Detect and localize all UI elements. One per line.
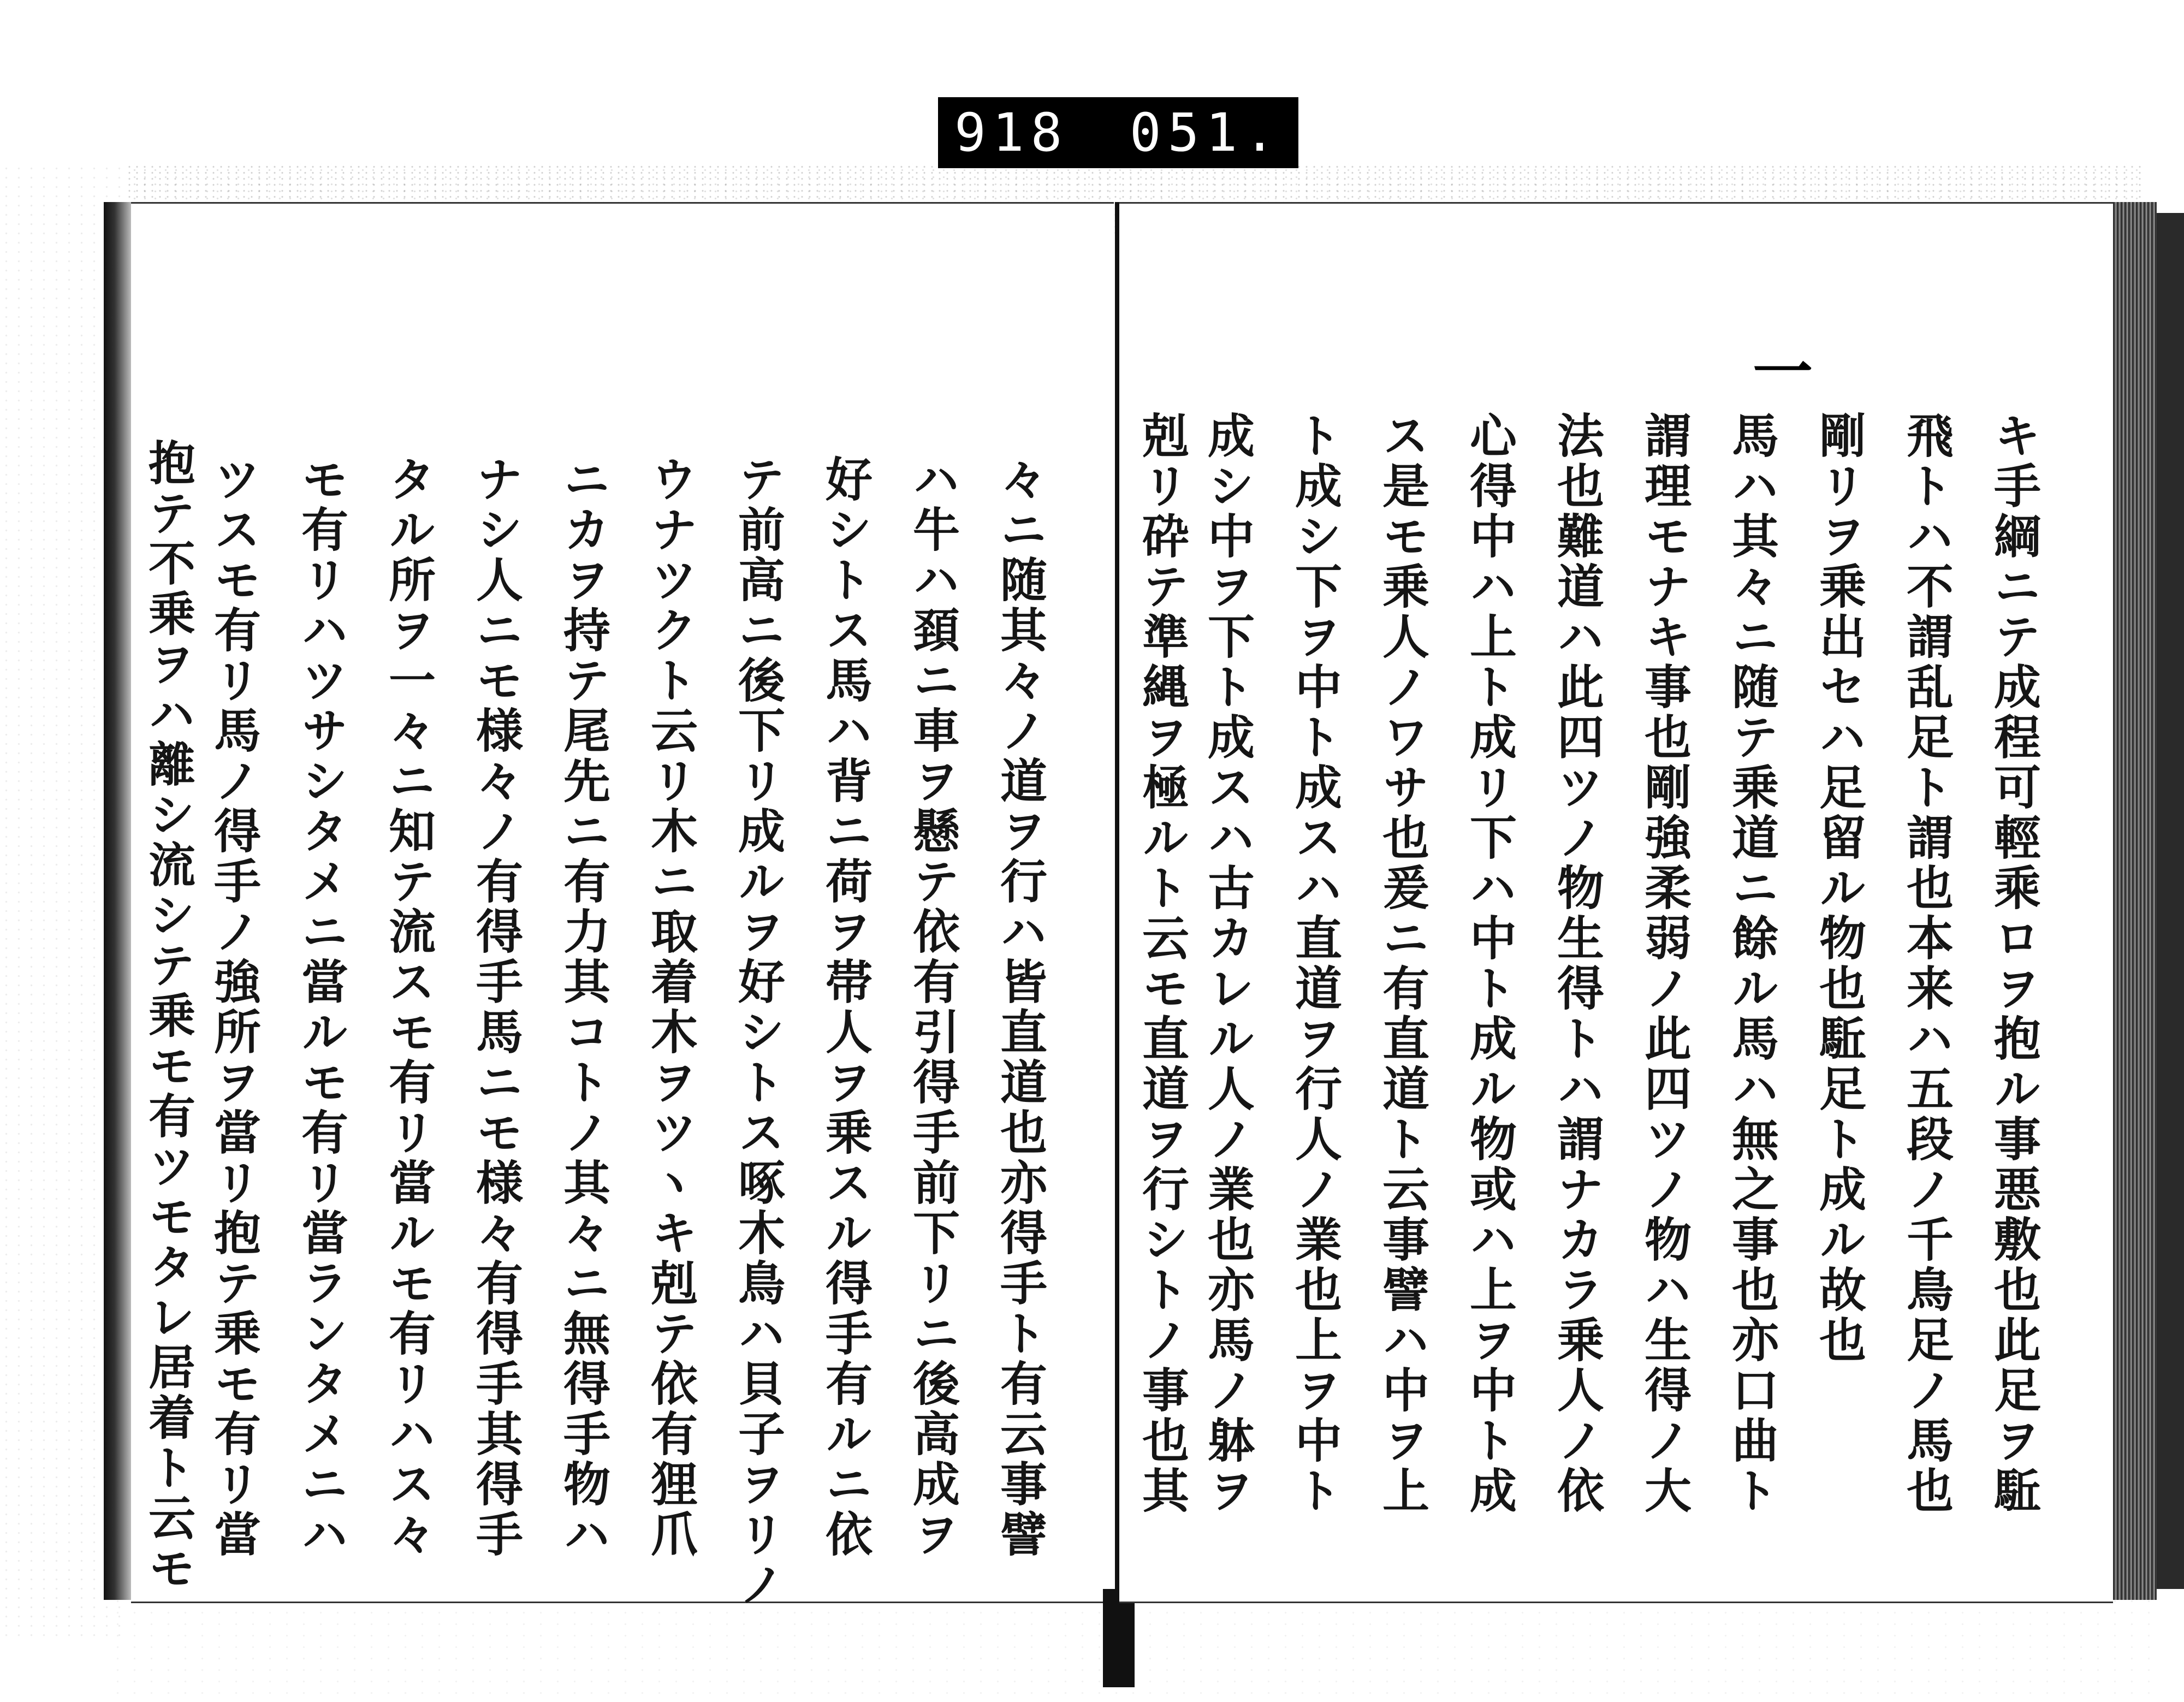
left-cover-edge xyxy=(104,202,131,1600)
left-column-2: ハ牛ハ頚ニ車ヲ懸テ依有引得手前下リニ後高成ヲ xyxy=(905,455,960,1560)
open-book xyxy=(104,202,2157,1610)
right-column-11: 剋リ砕テ準縄ヲ極ルト云モ直道ヲ行シトノ事也其 xyxy=(1134,411,1189,1516)
left-page xyxy=(131,202,1114,1610)
right-page xyxy=(1119,202,2113,1603)
right-page-edges xyxy=(2113,202,2157,1600)
left-column-11: 抱テ不乗ヲハ離シ流シテ乗モ有ツモタレ居着ト云モ xyxy=(140,438,195,1594)
right-column-8: ス是モ乗人ノワサ也爰ニ有直道ト云事譬ハ中ヲ上 xyxy=(1374,411,1429,1516)
left-column-7: ナシ人ニモ様々ノ有得手馬ニモ様々有得手其得手 xyxy=(468,455,523,1560)
right-column-5: 謂理モナキ事也剛強柔弱ノ此四ツノ物ハ生得ノ大 xyxy=(1636,411,1692,1516)
right-column-4: 馬ハ其々ニ随テ乗道ニ餘ル馬ハ無之事也亦口曲ト xyxy=(1724,411,1779,1516)
left-column-6: ニカヲ持テ尾先ニ有力其コトノ其々ニ無得手物ハ xyxy=(555,455,610,1560)
left-column-3: 好シトス馬ハ背ニ荷ヲ帯人ヲ乗スル得手有ルニ依 xyxy=(817,455,873,1560)
right-column-10: 成シ中ヲ下ト成スハ古カレル人ノ業也亦馬ノ躰ヲ xyxy=(1200,411,1255,1516)
right-column-3: 剛リヲ乗出セハ足留ル物也駈足ト成ル故也 xyxy=(1811,411,1866,1366)
item-marker: 一 xyxy=(1743,340,1813,400)
frame-number-right: 051. xyxy=(1129,102,1282,163)
right-column-6: 法也難道ハ此四ツノ物生得トハ謂ナカラ乗人ノ依 xyxy=(1549,411,1604,1516)
left-column-9: モ有リハツサシタメニ當ルモ有リ當ランタメニハ xyxy=(293,455,348,1560)
right-column-1: キ手綱ニテ成程可輕乘ロヲ抱ル事悪敷也此足ヲ駈 xyxy=(1986,411,2041,1516)
left-column-5: ウナツクト云リ木ニ取着木ヲツヽキ剋テ依有狸爪 xyxy=(643,455,698,1560)
right-column-2: 飛トハ不謂乱足ト謂也本来ハ五段ノ千鳥足ノ馬也 xyxy=(1898,411,1954,1516)
right-column-9: ト成シ下ヲ中ト成スハ直道ヲ行人ノ業也上ヲ中ト xyxy=(1287,411,1342,1516)
spine-tab xyxy=(1103,1589,1135,1687)
book-gutter xyxy=(1115,202,1119,1600)
left-column-4: テ前高ニ後下リ成ルヲ好シトス啄木鳥ハ貝子ヲリノ xyxy=(730,455,785,1610)
right-column-7: 心得中ハ上ト成リ下ハ中ト成ル物或ハ上ヲ中ト成 xyxy=(1462,411,1517,1516)
left-column-1: 々ニ随其々ノ道ヲ行ハ皆直道也亦得手ト有云事譬 xyxy=(992,455,1047,1560)
left-column-8: タル所ヲ一々ニ知テ流スモ有リ當ルモ有リハス々 xyxy=(381,455,436,1560)
left-column-10: ツスモ有リ馬ノ得手ノ強所ヲ當リ抱テ乗モ有リ當 xyxy=(206,455,261,1560)
film-frame-label xyxy=(938,97,1298,168)
frame-number-left: 918 xyxy=(954,102,1069,163)
